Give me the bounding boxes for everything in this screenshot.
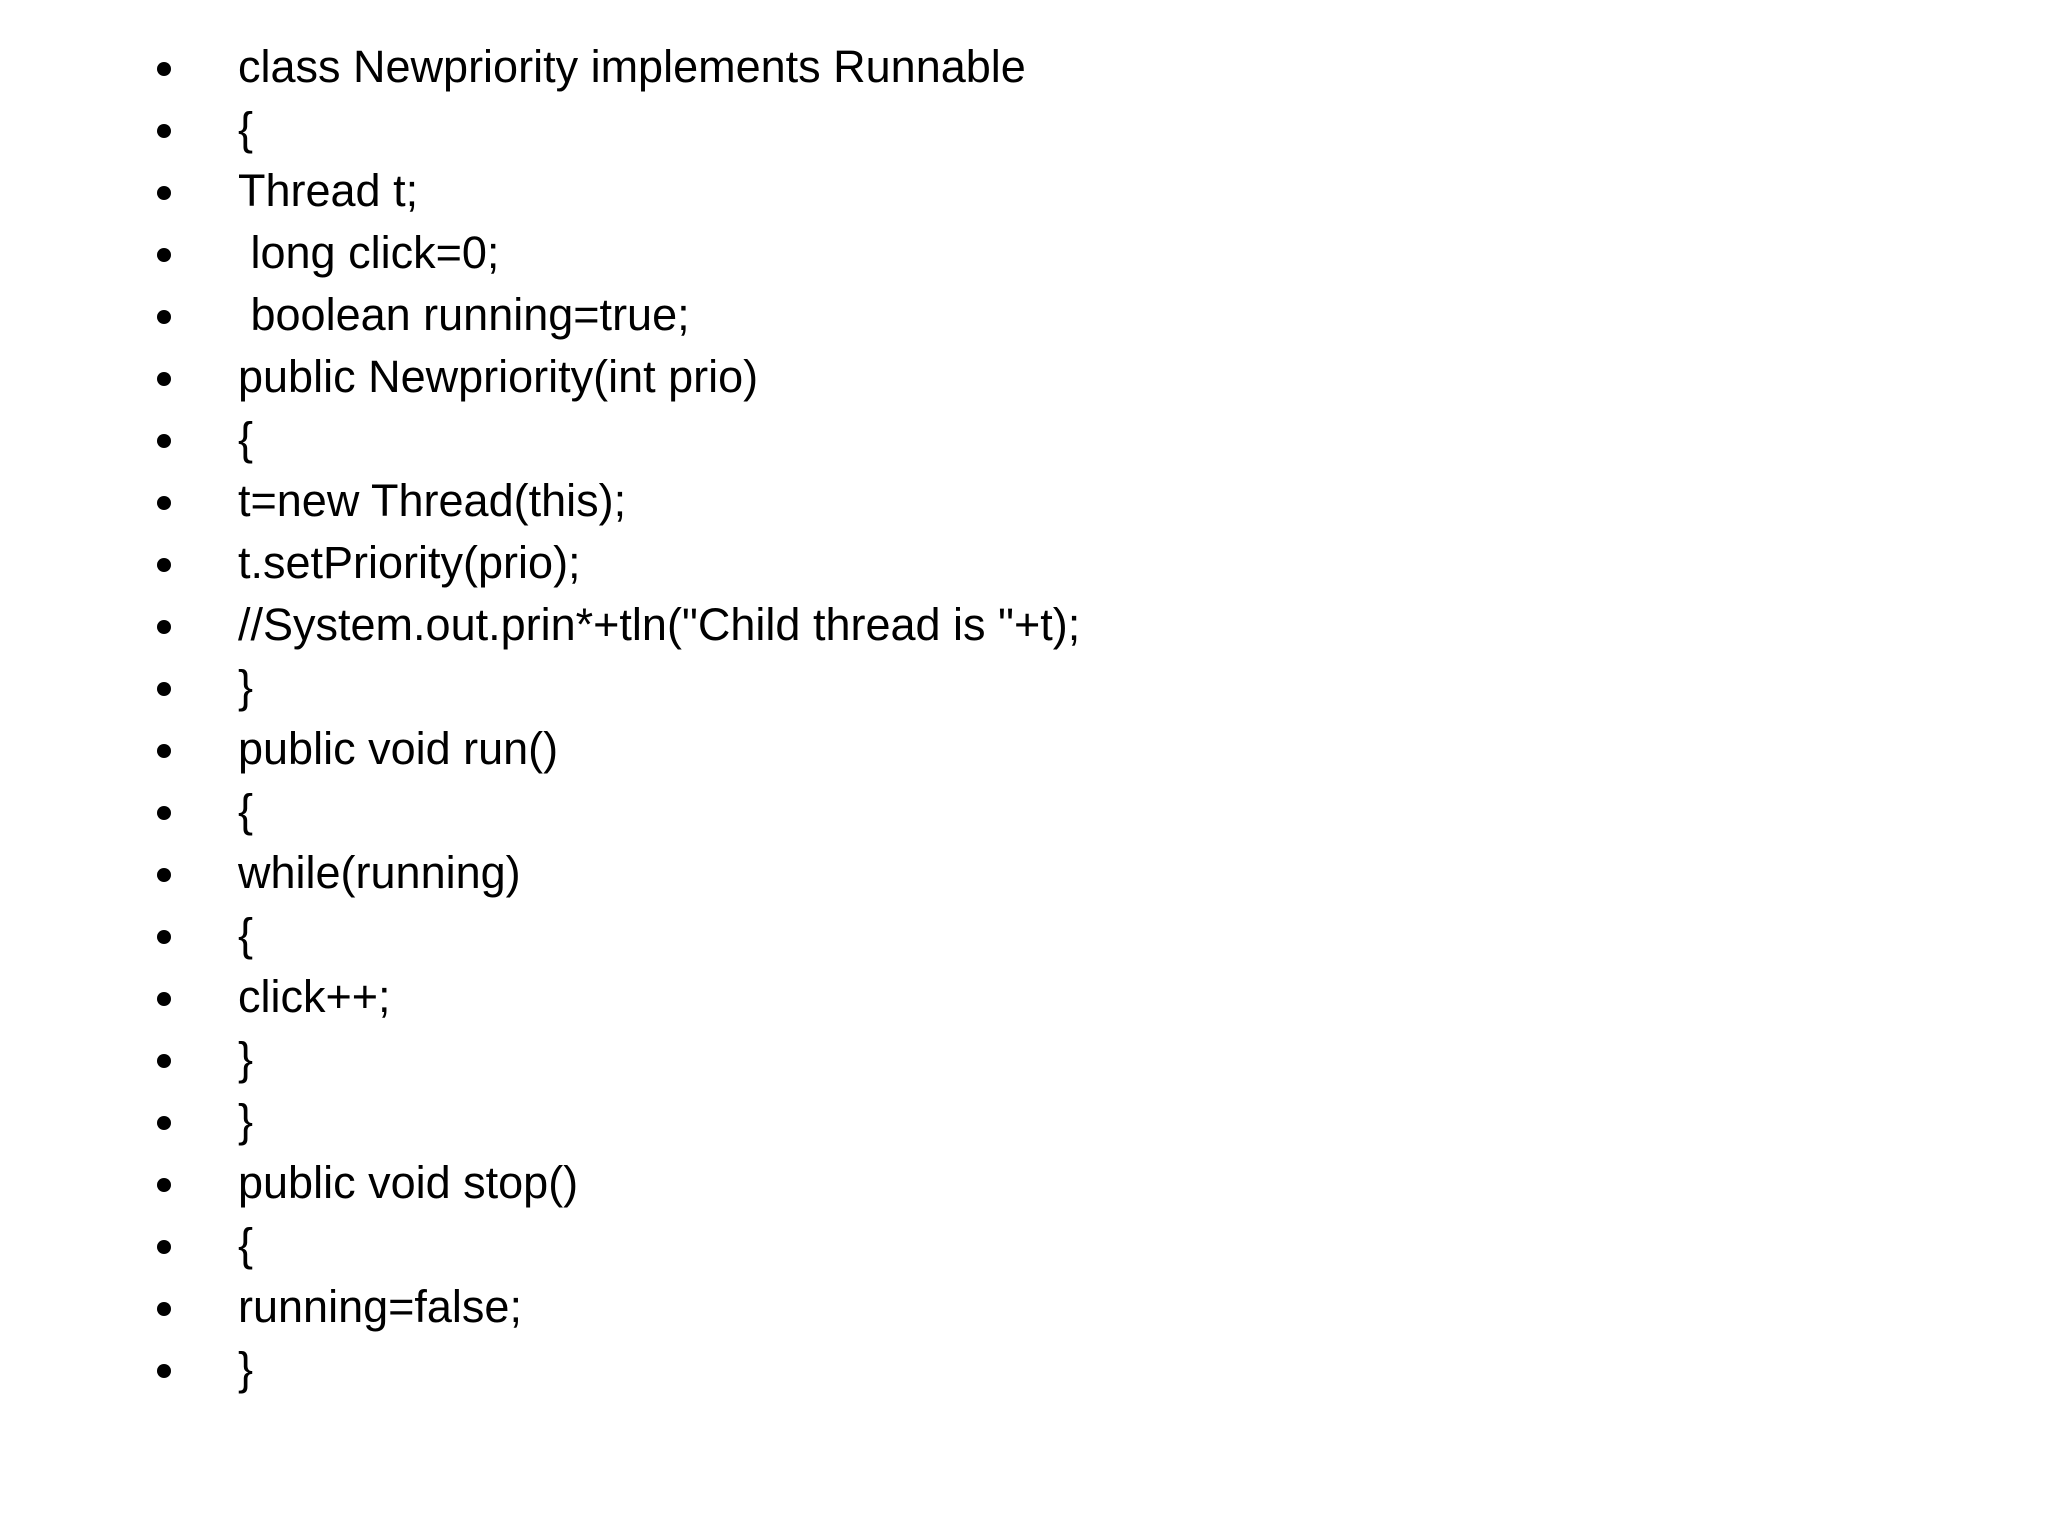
code-line: { [238, 1219, 254, 1270]
bullet-dot-icon [157, 744, 171, 758]
bullet-dot-icon [157, 434, 171, 448]
code-line: { [238, 413, 254, 464]
code-line: boolean running=true; [238, 289, 690, 340]
code-line: public void stop() [238, 1157, 579, 1208]
bullet-dot-icon [157, 496, 171, 510]
code-line: Thread t; [238, 165, 419, 216]
code-line: public void run() [238, 723, 559, 774]
bullet-dot-icon [157, 868, 171, 882]
bullet-dot-icon [157, 992, 171, 1006]
code-line: { [238, 103, 254, 154]
bullet-dot-icon [157, 1240, 171, 1254]
code-line: { [238, 785, 254, 836]
code-line: running=false; [238, 1281, 522, 1332]
bullet-dot-icon [157, 682, 171, 696]
bullet-dot-icon [157, 1302, 171, 1316]
code-line: //System.out.prin*+tln("Child thread is "+t); [238, 599, 1081, 650]
bullet-dot-icon [157, 310, 171, 324]
code-line: t.setPriority(prio); [238, 537, 581, 588]
bullet-dot-icon [157, 1116, 171, 1130]
code-line: long click=0; [238, 227, 500, 278]
code-line: } [238, 1033, 254, 1084]
bullet-dot-icon [157, 1364, 171, 1378]
bullet-dot-icon [157, 806, 171, 820]
code-line: { [238, 909, 254, 960]
bullet-dot-icon [157, 62, 171, 76]
bullet-dot-icon [157, 248, 171, 262]
bullet-dot-icon [157, 558, 171, 572]
bullet-dot-icon [157, 1054, 171, 1068]
code-line: } [238, 1095, 254, 1146]
bullet-dot-icon [157, 124, 171, 138]
code-line: public Newpriority(int prio) [238, 351, 759, 402]
bullet-dot-icon [157, 186, 171, 200]
code-line: while(running) [238, 847, 521, 898]
code-line: class Newpriority implements Runnable [238, 41, 1026, 92]
bullet-dot-icon [157, 372, 171, 386]
code-line: click++; [238, 971, 391, 1022]
code-line: } [238, 661, 254, 712]
bullet-dot-icon [157, 620, 171, 634]
bullet-dot-icon [157, 1178, 171, 1192]
bullet-dot-icon [157, 930, 171, 944]
code-line: t=new Thread(this); [238, 475, 627, 526]
code-line: } [238, 1343, 254, 1394]
